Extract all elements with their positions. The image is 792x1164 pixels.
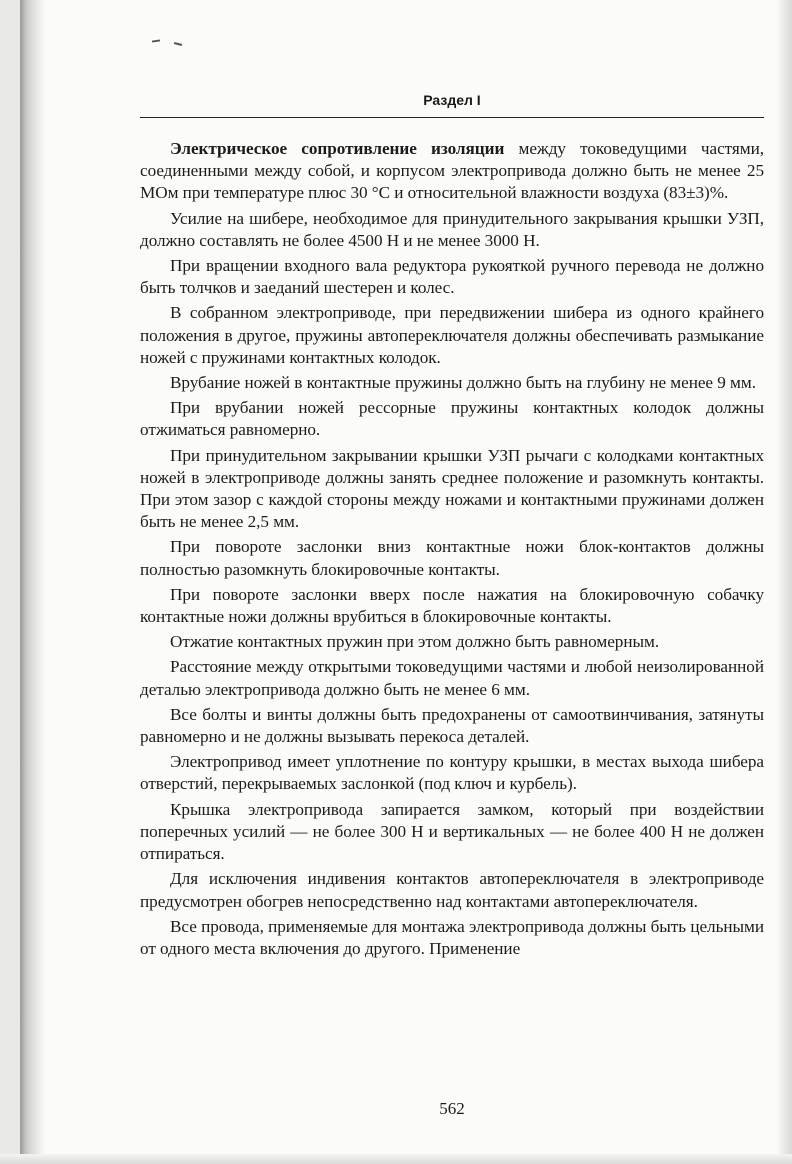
paragraph [140,656,764,700]
paragraph-text: Все провода, применяемые для монтажа электропривода должны быть цельными от одного места включения до другого. Применение [140,916,764,958]
running-head: Раздел I [423,92,481,108]
paragraph [140,445,764,534]
paragraph-text: Расстояние между открытыми токоведущими частями и любой неизолированной деталью электропривода должно быть не менее 6 мм. [140,657,764,699]
paragraph [140,799,764,866]
paragraph-text: Крышка электропривода запирается замком, который при воздействии поперечных усилий — не более 300 Н и вертикальных — не более 400 Н не должен отпираться. [140,799,764,864]
paragraph-text: При врубании ножей рессорные пружины контактных колодок должны отжиматься равномерно. [140,398,764,440]
paragraph [140,584,764,628]
body-text [140,138,764,963]
paragraph-text: При повороте заслонки вниз контактные ножи блок-контактов должны полностью разомкнуть блокировочные контакты. [140,537,764,579]
paragraph-text: Электропривод имеет уплотнение по контуру крышки, в местах выхода шибера отверстий, перекрываемых заслонкой (под ключ и курбель). [140,752,764,794]
paragraph [140,372,764,394]
header-rule [140,117,764,118]
paragraph [140,751,764,795]
paragraph-text: Для исключения индивения контактов автопереключателя в электроприводе предусмотрен обогрев непосредственно над контактами автопереключателя. [140,869,764,911]
paragraph-text: При вращении входного вала редуктора рукояткой ручного перевода не должно быть толчков и заеданий шестерен и колес. [140,256,764,298]
paragraph [140,704,764,748]
paragraph [140,138,764,205]
page-bottom-edge [0,1154,792,1164]
binding-shadow [20,0,46,1164]
paragraph-text: Все болты и винты должны быть предохранены от самоотвинчивания, затянуты равномерно и не должны вызывать перекоса деталей. [140,704,764,747]
page-number: 562 [439,1099,465,1118]
paragraph [140,208,764,252]
paragraph-text: Врубание ножей в контактные пружины должно быть на глубину не менее 9 мм. [170,373,756,393]
paragraph [140,536,764,580]
paragraph-text: При повороте заслонки вверх после нажатия на блокировочную собачку контактные ножи должны врубиться в блокировочные контакты. [140,584,764,627]
paragraph [140,868,764,912]
paragraph-text: Усилие на шибере, необходимое для принудительного закрывания крышки УЗП, должно составлять не более 4500 Н и не менее 3000 Н. [140,208,764,250]
page-right-edge [778,0,792,1164]
paragraph-text: В собранном электроприводе, при передвижении шибера из одного крайнего положения в другое, пружины автопереключателя должны обеспечивать размыкание ножей с пружинами контактных колодок. [140,303,764,367]
paragraph-text: Отжатие контактных пружин при этом должно быть равномерным. [170,632,660,652]
paragraph-text: между токоведущими частями, соединенными между собой, и корпусом электропривода должно быть не менее 25 МОм при температуре плюс 30 °С и относительной влажности воздуха (83±3)%. [140,139,764,203]
paragraph [140,397,764,441]
paragraph [140,255,764,299]
paragraph-lead: Электрическое сопротивление изоляции [170,139,505,158]
paragraph [140,302,764,369]
paragraph [140,916,764,960]
paragraph [140,631,764,653]
paragraph-text: При принудительном закрывании крышки УЗП рычаги с колодками контактных ножей в электроприводе должны занять среднее положение и разомкнуть контакты. При этом зазор с каждой стороны между ножами и контактными пружинами должен быть не менее 2,5 мм. [140,445,764,532]
